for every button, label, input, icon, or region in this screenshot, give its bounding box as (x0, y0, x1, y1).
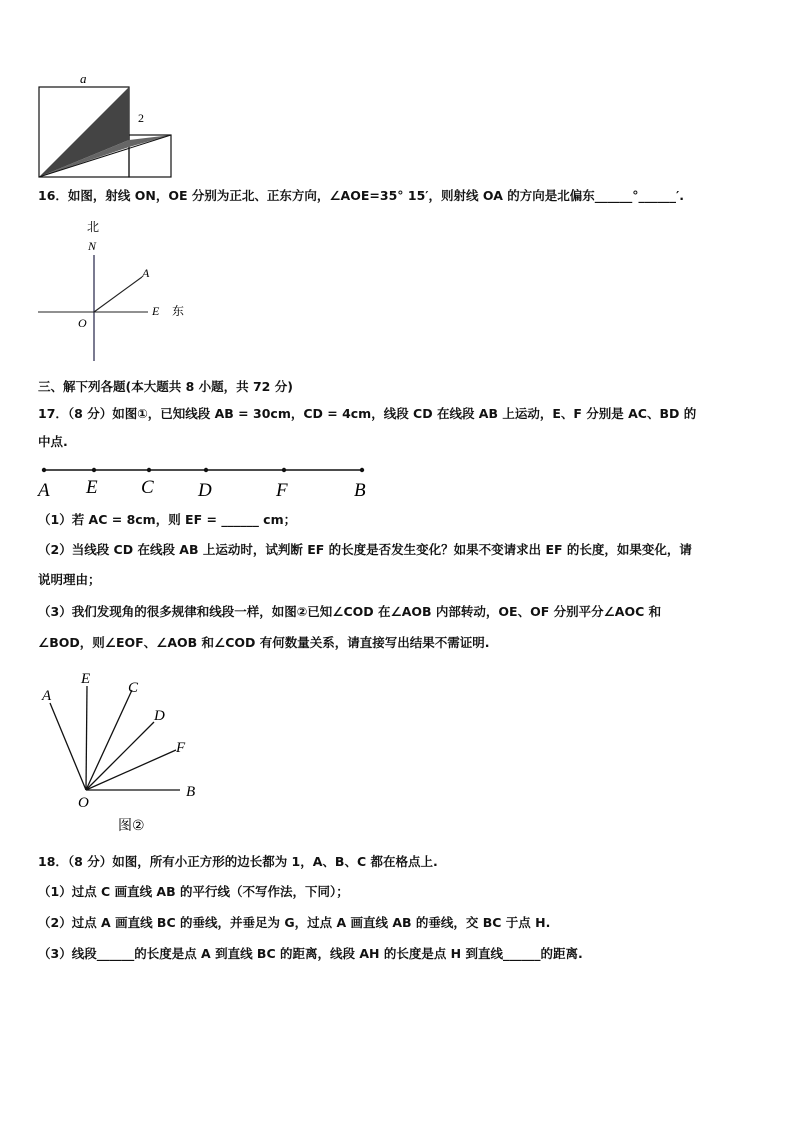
label-a: a (80, 72, 87, 86)
label-f: F (176, 740, 186, 756)
label-d: D (154, 708, 165, 724)
label-e: E (81, 671, 91, 687)
question-18-line1: 18．（8 分）如图，所有小正方形的边长都为 1，A、B、C 都在格点上. (38, 854, 438, 869)
figure-caption: 图② (118, 818, 145, 834)
label-east: 东 (172, 304, 185, 318)
label-e: E (152, 304, 160, 318)
label-o: O (78, 795, 89, 811)
label-c: C (141, 477, 154, 498)
label-d: D (198, 480, 212, 501)
point-d (204, 468, 208, 472)
ray-oa (94, 277, 142, 312)
label-a: A (38, 480, 50, 501)
question-18-part3: （3）线段______的长度是点 A 到直线 BC 的距离，线段 AH 的长度是点 H 到直线______的距离. (38, 946, 583, 961)
point-c (147, 468, 151, 472)
label-c: C (128, 680, 139, 696)
label-n: N (88, 239, 97, 253)
ray-oe (86, 686, 87, 790)
label-2: 2 (138, 111, 144, 125)
ray-of (86, 750, 176, 790)
question-18-part1: （1）过点 C 画直线 AB 的平行线（不写作法，下同）； (38, 884, 349, 899)
segment-figure (36, 460, 376, 504)
question-17-line1: 17．（8 分）如图①，已知线段 AB = 30cm，CD = 4cm，线段 CD 在线段 AB 上运动，E、F 分别是 AC、BD 的 (38, 406, 697, 421)
angle-figure (36, 668, 226, 838)
label-e: E (86, 477, 98, 498)
label-a: A (142, 266, 150, 280)
question-17-part2-line1: （2）当线段 CD 在线段 AB 上运动时，试判断 EF 的长度是否发生变化？如果不变请求出 EF 的长度，如果变化，请 (38, 542, 692, 557)
ray-oc (86, 690, 132, 790)
direction-figure (36, 215, 196, 365)
label-f: F (276, 480, 288, 501)
shaded-triangle-upper (39, 87, 129, 177)
label-b: B (354, 480, 366, 501)
point-e (92, 468, 96, 472)
question-17-part3-line1: （3）我们发现角的很多规律和线段一样，如图②已知∠COD 在∠AOB 内部转动，OE、OF 分别平分∠AOC 和 (38, 604, 662, 619)
label-north: 北 (87, 220, 100, 234)
ray-od (86, 722, 154, 790)
point-f (282, 468, 286, 472)
ray-oa (50, 703, 86, 790)
question-17-part3-line2: ∠BOD，则∠EOF、∠AOB 和∠COD 有何数量关系，请直接写出结果不需证明. (38, 635, 490, 650)
label-a: A (42, 688, 52, 704)
question-17-line2: 中点. (38, 434, 68, 449)
question-16-text: 16．如图，射线 ON，OE 分别为正北、正东方向，∠AOE=35° 15′，则射线 OA 的方向是北偏东______°______′. (38, 188, 685, 203)
label-b: B (186, 784, 196, 800)
square-figure (36, 72, 176, 180)
point-b (360, 468, 364, 472)
question-18-part2: （2）过点 A 画直线 BC 的垂线，并垂足为 G，过点 A 画直线 AB 的垂线，交 BC 于点 H. (38, 915, 551, 930)
label-o: O (78, 316, 87, 330)
question-17-part1: （1）若 AC = 8cm，则 EF = ______ cm； (38, 512, 297, 527)
question-17-part2-line2: 说明理由； (38, 572, 101, 587)
point-a (42, 468, 46, 472)
section-heading: 三、解下列各题(本大题共 8 小题，共 72 分) (38, 379, 293, 394)
